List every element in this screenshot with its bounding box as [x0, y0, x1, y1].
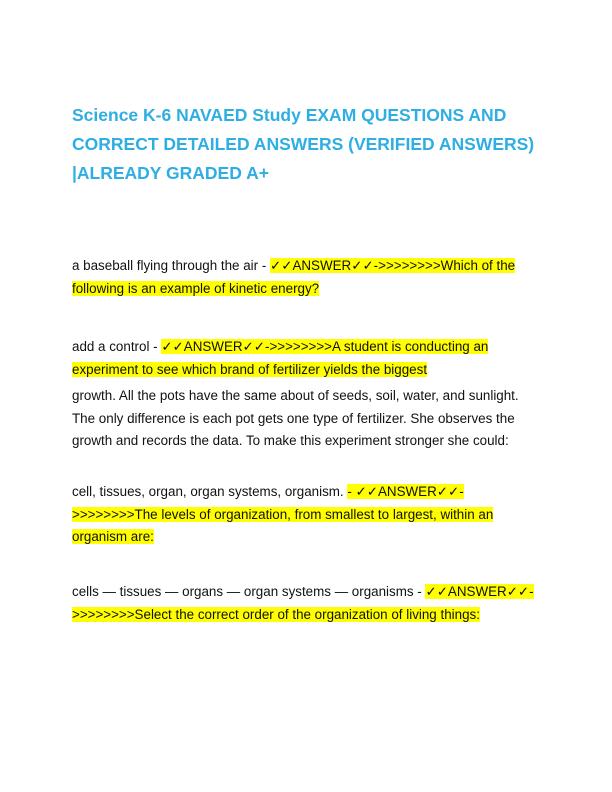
qa-entry-3	[72, 481, 542, 549]
answer-text: cell, tissues, organ, organ systems, organism.	[72, 484, 348, 499]
document-title: Science K-6 NAVAED Study EXAM QUESTIONS AND CORRECT DETAILED ANSWERS (VERIFIED ANSWERS) |ALREADY GRADED A+	[72, 105, 535, 183]
continuation-text: growth. All the pots have the same about of seeds, soil, water, and sunlight. The only difference is each pot gets one type of fertilizer. She observes the growth and records the data. To make this experiment stronger she could:	[72, 388, 519, 449]
answer-text: add a control -	[72, 339, 162, 354]
question-highlight: - ✓✓ANSWER✓✓->>>>>>>>The levels of organization, from smallest to largest, within an organism are:	[72, 484, 494, 545]
qa-entry-2	[72, 336, 542, 381]
question-highlight: ✓✓ANSWER✓✓->>>>>>>>A student is conducting an experiment to see which brand of fertilizer yields the biggest	[72, 339, 489, 377]
qa-entry-1	[72, 255, 542, 300]
qa-entry-4	[72, 581, 542, 626]
answer-text: a baseball flying through the air -	[72, 258, 271, 273]
question-highlight: ✓✓ANSWER✓✓->>>>>>>>Which of the following is an example of kinetic energy?	[72, 258, 516, 296]
question-highlight: ✓✓ANSWER✓✓->>>>>>>>Select the correct order of the organization of living things:	[72, 584, 534, 622]
qa-entry-2-continuation	[72, 385, 542, 453]
answer-text: cells — tissues — organs — organ systems — organisms -	[72, 584, 426, 599]
